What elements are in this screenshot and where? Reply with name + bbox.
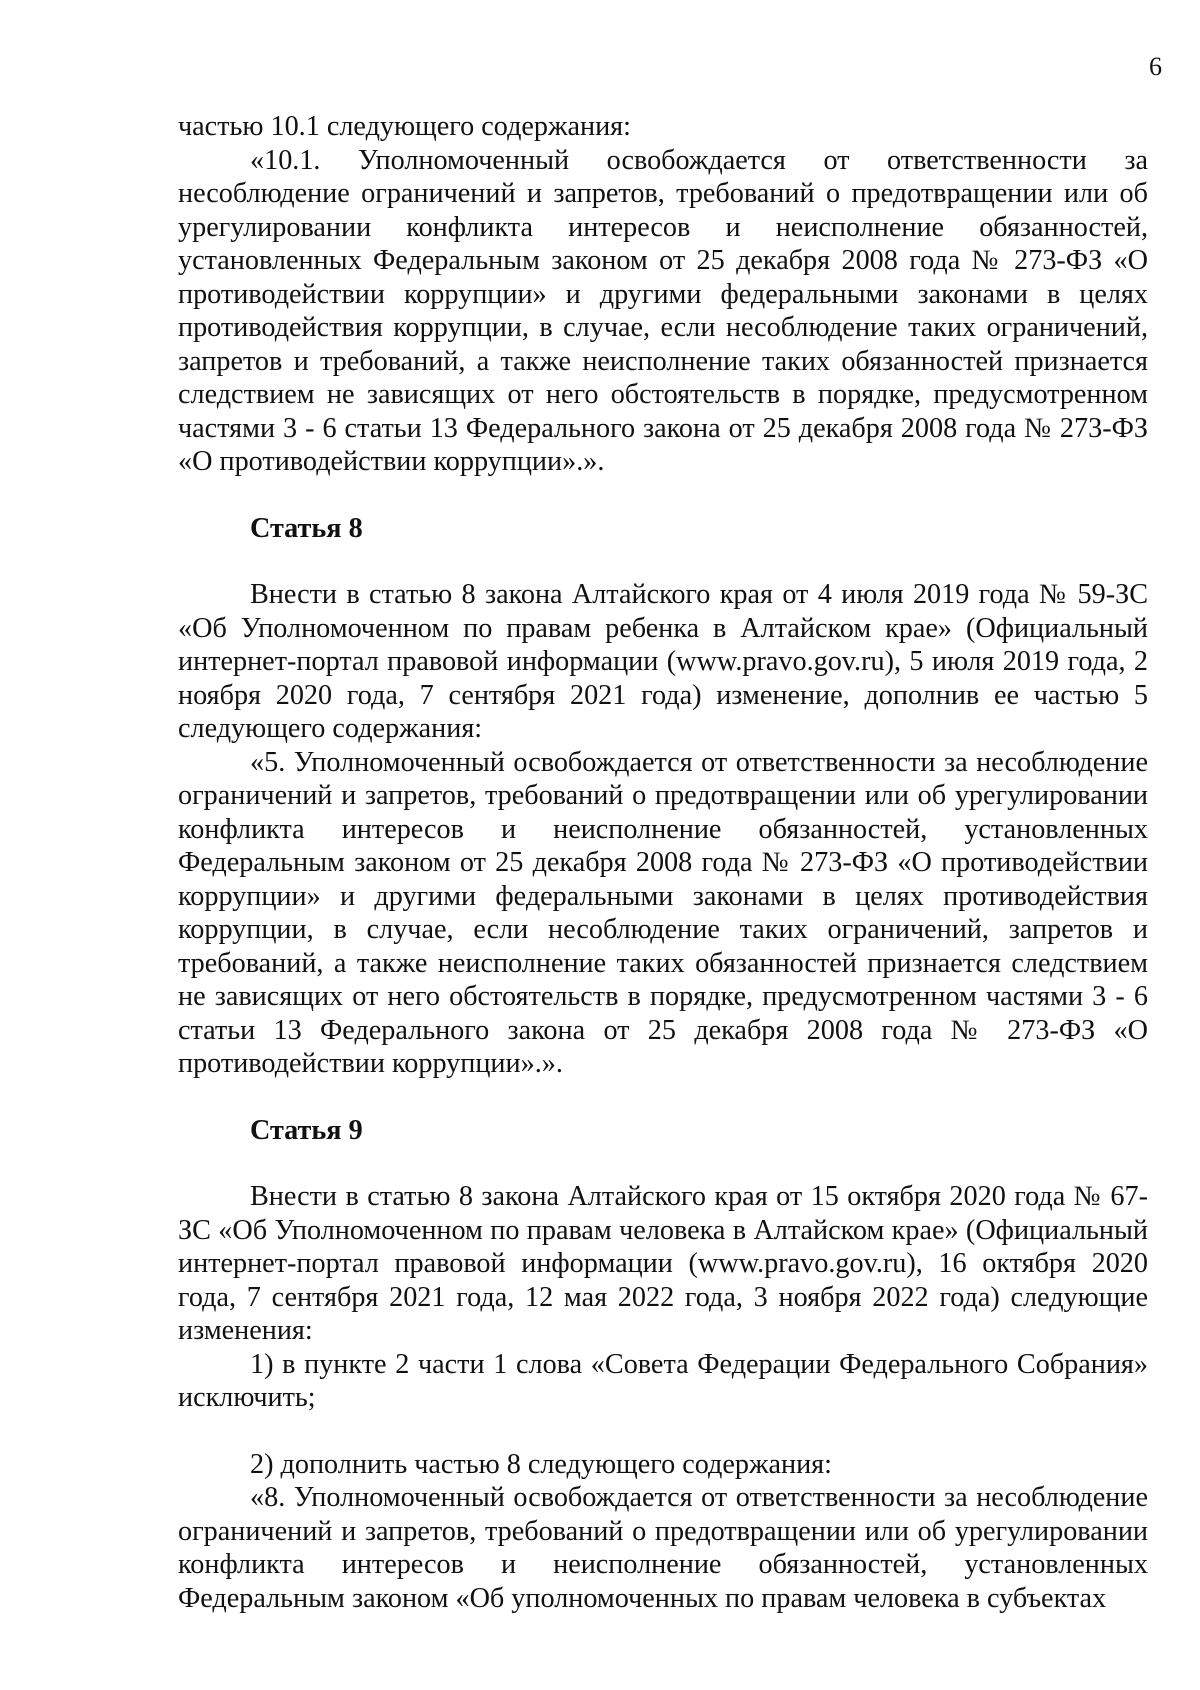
article-heading-8: Статья 8 [250, 512, 363, 544]
amendment-item-1: 1) в пункте 2 части 1 слова «Совета Федерации Федерального Собрания» исключить; [178, 1348, 1148, 1413]
spacer [178, 479, 1148, 512]
spacer [178, 1081, 1148, 1114]
spacer [178, 1415, 1148, 1448]
article-heading-9: Статья 9 [250, 1114, 363, 1146]
quoted-part-8: «8. Уполномоченный освобождается от ответственности за несоблюдение ограничений и запретов, требований о предотвращении или об урегулировании конфликта интересов и неисполнение обязанностей, установленных Федеральным законом «Об уполномоченных по правам человека в субъектах [178, 1482, 1148, 1614]
article-8-intro-paragraph: Внести в статью 8 закона Алтайского края от 4 июля 2019 года № 59-ЗС «Об Уполномоченном по правам ребенка в Алтайском крае» (Официальный интернет-портал правовой информации (www.pravo.gov.ru), 5 июля 2019 года, 2 ноября 2020 года, 7 сентября 2021 года) изменение, дополнив ее частью 5 следующего содержания: [178, 579, 1148, 744]
spacer [178, 1147, 1148, 1180]
paragraph-continuation: частью 10.1 следующего содержания: [178, 111, 631, 142]
article-9-intro-paragraph: Внести в статью 8 закона Алтайского края от 15 октября 2020 года № 67-ЗС «Об Уполномоченном по правам человека в Алтайском крае» (Официальный интернет-портал правовой информации (www.pravo.gov.ru), 16 октября 2020 года, 7 сентября 2021 года, 12 мая 2022 года, 3 ноября 2022 года) следующие изменения: [178, 1181, 1148, 1346]
quoted-part-5: «5. Уполномоченный освобождается от ответственности за несоблюдение ограничений и запретов, требований о предотвращении или об урегулировании конфликта интересов и неисполнение обязанностей, установленных Федеральным законом от 25 декабря 2008 года № 273-ФЗ «О противодействии коррупции» и другими федеральными законами в целях противодействия коррупции, в случае, если несоблюдение таких ограничений, запретов и требований, а также неисполнение таких обязанностей признается следствием не зависящих от него обстоятельств в порядке, предусмотренном частями 3 - 6 статьи 13 Федерального закона от 25 декабря 2008 года № 273-ФЗ «О противодействии коррупции».». [178, 746, 1148, 1079]
spacer [178, 545, 1148, 578]
document-body [178, 110, 1148, 1615]
page-number: 6 [1149, 52, 1162, 81]
quoted-part-10-1: «10.1. Уполномоченный освобождается от ответственности за несоблюдение ограничений и запретов, требований о предотвращении или об урегулировании конфликта интересов и неисполнение обязанностей, установленных Федеральным законом от 25 декабря 2008 года № 273-ФЗ «О противодействии коррупции» и другими федеральными законами в целях противодействия коррупции, в случае, если несоблюдение таких ограничений, запретов и требований, а также неисполнение таких обязанностей признается следствием не зависящих от него обстоятельств в порядке, предусмотренном частями 3 - 6 статьи 13 Федерального закона от 25 декабря 2008 года № 273-ФЗ «О противодействии коррупции».». [178, 144, 1148, 477]
amendment-item-2: 2) дополнить частью 8 следующего содержания: [250, 1448, 832, 1480]
